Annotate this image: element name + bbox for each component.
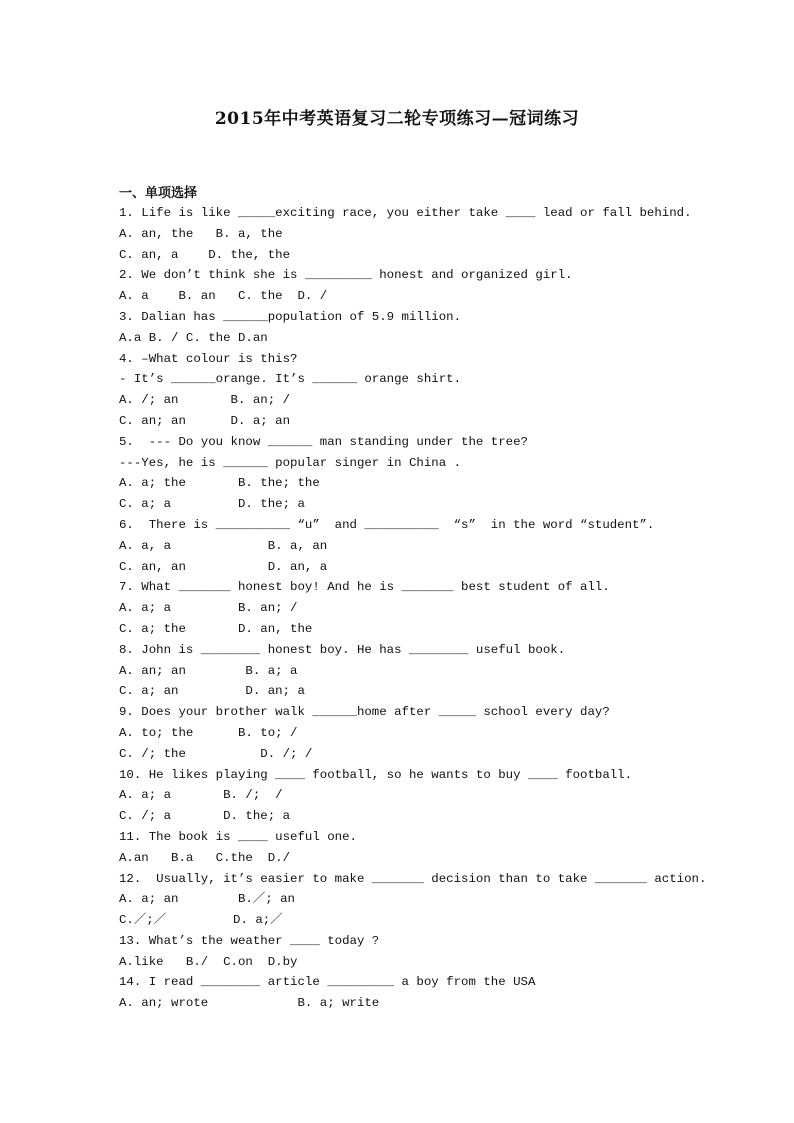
question-line: A. /; an B. an; / — [119, 393, 291, 408]
question-line: C. /; a D. the; a — [119, 809, 291, 824]
question-line: A. an; an B. a; a — [119, 663, 298, 678]
question-line: A.like B./ C.on D.by — [119, 954, 298, 969]
question-line: C. an; an D. a; an — [119, 413, 291, 428]
question-line: 4. –What colour is this? — [119, 351, 298, 366]
question-line: ---Yes, he is ______ popular singer in China . — [119, 455, 462, 470]
question-line: A. a, a B. a, an — [119, 538, 328, 553]
question-line: 2. We don’t think she is _________ honest and organized girl. — [119, 268, 573, 283]
question-line: C. a; the D. an, the — [119, 621, 313, 636]
question-line: 3. Dalian has ______population of 5.9 million. — [119, 309, 462, 324]
section-heading: 一、单项选择 — [119, 186, 198, 201]
question-line: 10. He likes playing ____ football, so he wants to buy ____ football. — [119, 767, 633, 782]
question-line: C. /; the D. /; / — [119, 746, 313, 761]
question-line: A. a B. an C. the D. / — [119, 289, 328, 304]
question-line: A.an B.a C.the D./ — [119, 850, 291, 865]
question-line: 9. Does your brother walk ______home after _____ school every day? — [119, 705, 610, 720]
question-line: 11. The book is ____ useful one. — [119, 829, 357, 844]
question-line: C. an, a D. the, the — [119, 247, 291, 262]
question-line: A. an, the B. a, the — [119, 226, 283, 241]
question-line: 12. Usually, it’s easier to make _______ decision than to take _______ action. — [119, 871, 707, 886]
question-line: C. a; an D. an; a — [119, 684, 305, 699]
question-list — [119, 203, 739, 1014]
question-line: 8. John is ________ honest boy. He has ________ useful book. — [119, 642, 566, 657]
question-line: 13. What’s the weather ____ today ? — [119, 933, 380, 948]
question-line: 7. What _______ honest boy! And he is _______ best student of all. — [119, 580, 610, 595]
question-line: - It’s ______orange. It’s ______ orange shirt. — [119, 372, 462, 387]
question-line: C. a; a D. the; a — [119, 497, 305, 512]
question-line: 1. Life is like _____exciting race, you either take ____ lead or fall behind. — [119, 206, 692, 220]
question-line: A. a; the B. the; the — [119, 476, 320, 491]
question-line: 6. There is __________ “u” and __________ “s” in the word “student”. — [119, 517, 655, 532]
question-line: C.／;／ D. a;／ — [119, 913, 283, 928]
question-line: A.a B. / C. the D.an — [119, 330, 268, 345]
question-line: 14. I read ________ article _________ a boy from the USA — [119, 975, 536, 990]
question-line: C. an, an D. an, a — [119, 559, 328, 574]
question-line: A. a; a B. an; / — [119, 601, 298, 616]
question-line: A. to; the B. to; / — [119, 725, 298, 740]
question-line: A. a; a B. /; / — [119, 788, 283, 803]
question-line: A. an; wrote B. a; write — [119, 996, 380, 1011]
question-line: A. a; an B.／; an — [119, 892, 295, 907]
page-title: 2015年中考英语复习二轮专项练习—冠词练习 — [214, 109, 580, 129]
question-line: 5. --- Do you know ______ man standing under the tree? — [119, 434, 528, 449]
